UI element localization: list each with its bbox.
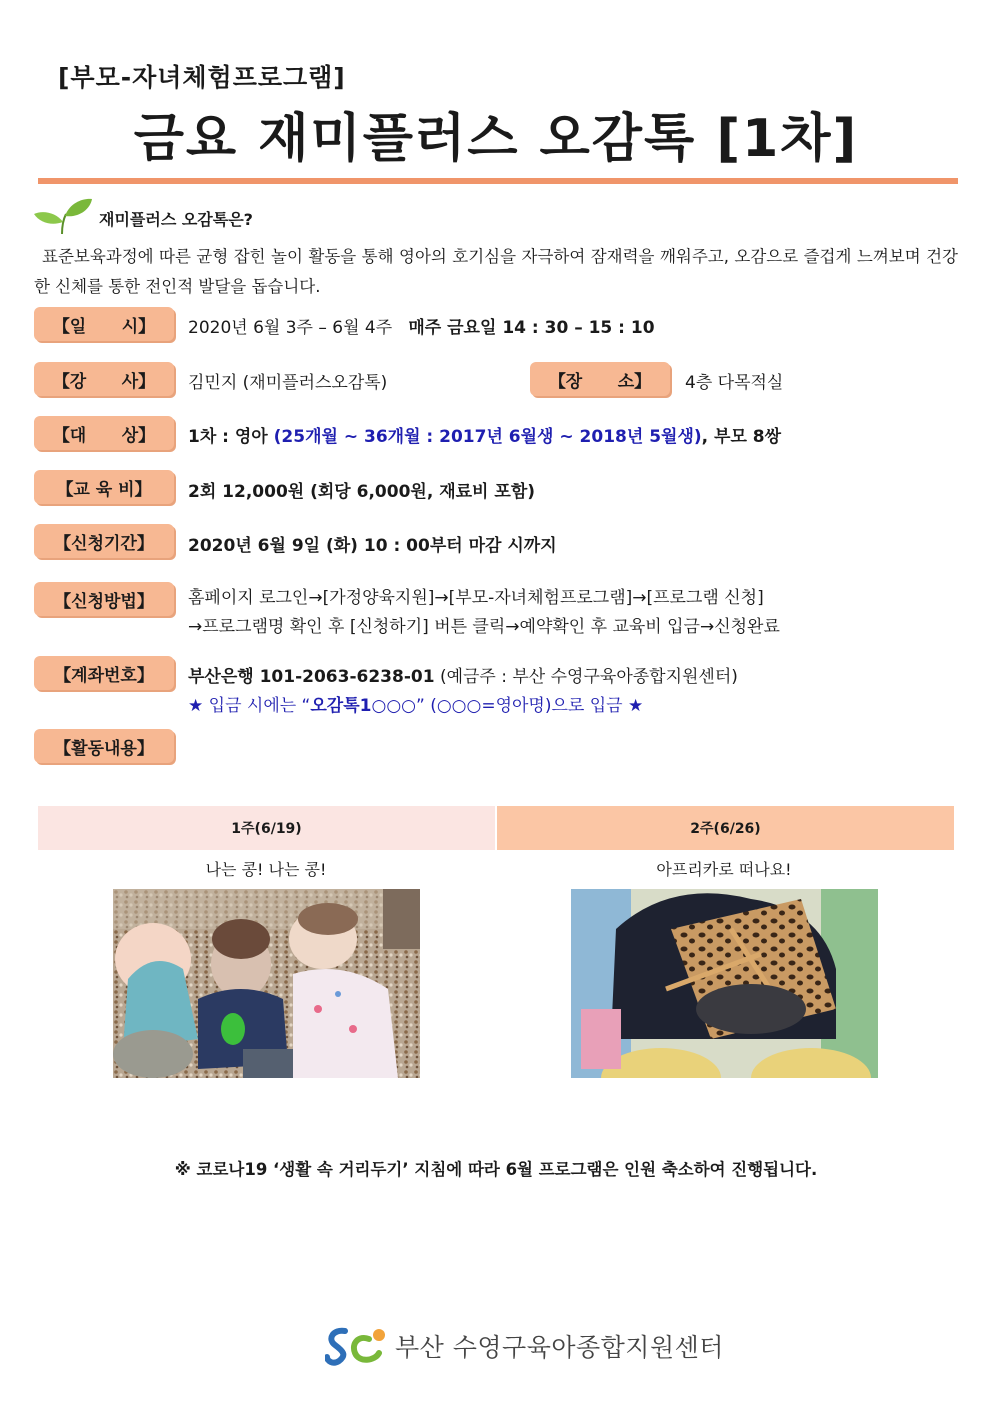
- center-name: 부산 수영구육아종합지원센터: [395, 1333, 724, 1362]
- week-1-header: 1주(6/19): [38, 806, 497, 850]
- title-divider: [38, 178, 958, 184]
- target-group: 1차 : 영아: [188, 427, 274, 447]
- activity-table-header: [38, 806, 954, 850]
- center-logo-icon: [325, 1325, 389, 1367]
- method-step-1: 홈페이지 로그인→[가정양육지원]→[부모-자녀체험프로그램]→[프로그램 신청]: [188, 588, 764, 608]
- teacher-label: 【강 사】: [34, 362, 174, 396]
- date-value: [188, 313, 655, 338]
- account-number: 부산은행 101-2063-6238-01: [188, 667, 435, 687]
- week-2-header: 2주(6/26): [497, 806, 954, 850]
- target-age-range: (25개월 ~ 36개월 : 2017년 6월생 ~ 2018년 5월생): [273, 427, 702, 447]
- deposit-prefix: ★ 입금 시에는 “: [188, 696, 311, 716]
- account-label: 【계좌번호】: [34, 656, 174, 690]
- teacher-value: 김민지 (재미플러스오감톡): [188, 373, 388, 393]
- method-label: 【신청방법】: [34, 582, 174, 616]
- week-2-title: 아프리카로 떠나요!: [656, 860, 792, 879]
- account-value: [188, 662, 738, 687]
- period-value: 2020년 6월 9일 (화) 10 : 00부터 마감 시까지: [188, 536, 557, 556]
- method-step-2: →프로그램명 확인 후 [신청하기] 버튼 클릭→예약확인 후 교육비 입금→신청완료: [188, 617, 780, 637]
- covid-notice: ※ 코로나19 ‘생활 속 거리두기’ 지침에 따라 6월 프로그램은 인원 축소하여 진행됩니다.: [174, 1160, 818, 1179]
- deposit-code: 오감톡1: [310, 696, 372, 716]
- program-category: [부모-자녀체험프로그램]: [58, 63, 346, 92]
- week-1-photo: [113, 889, 420, 1078]
- intro-text: 표준보육과정에 따른 균형 잡힌 놀이 활동을 통해 영아의 호기심을 자극하여 잠재력을 깨워주고, 오감으로 즐겁게 느껴보며 건강한 신체를 통한 전인적 발달을 돕습니다.: [34, 247, 958, 296]
- deposit-instruction: [188, 691, 643, 716]
- place-value: 4층 다목적실: [685, 373, 784, 393]
- place-label: 【장 소】: [530, 362, 670, 396]
- deposit-suffix: ○○○” (○○○=영아명)으로 입금 ★: [371, 696, 644, 716]
- fee-value: 2회 12,000원 (회당 6,000원, 재료비 포함): [188, 482, 536, 502]
- page-title: 금요 재미플러스 오감톡 [1차]: [133, 109, 859, 169]
- account-holder: (예금주 : 부산 수영구육아종합지원센터): [434, 667, 738, 687]
- intro-heading: 재미플러스 오감톡은?: [99, 210, 253, 229]
- target-value: [188, 422, 781, 447]
- footer: [325, 1325, 724, 1367]
- sprout-icon: [32, 196, 94, 236]
- target-label: 【대 상】: [34, 416, 174, 450]
- date-range: 2020년 6월 3주 – 6월 4주: [188, 318, 393, 338]
- date-label: 【일 시】: [34, 307, 174, 341]
- fee-label: 【교 육 비】: [34, 470, 174, 504]
- period-label: 【신청기간】: [34, 524, 174, 558]
- week-1-title: 나는 콩! 나는 콩!: [205, 860, 327, 879]
- week-2-photo: [571, 889, 878, 1078]
- activity-label: 【활동내용】: [34, 729, 174, 763]
- target-capacity: , 부모 8쌍: [701, 427, 782, 447]
- date-time: 매주 금요일 14 : 30 – 15 : 10: [408, 318, 655, 338]
